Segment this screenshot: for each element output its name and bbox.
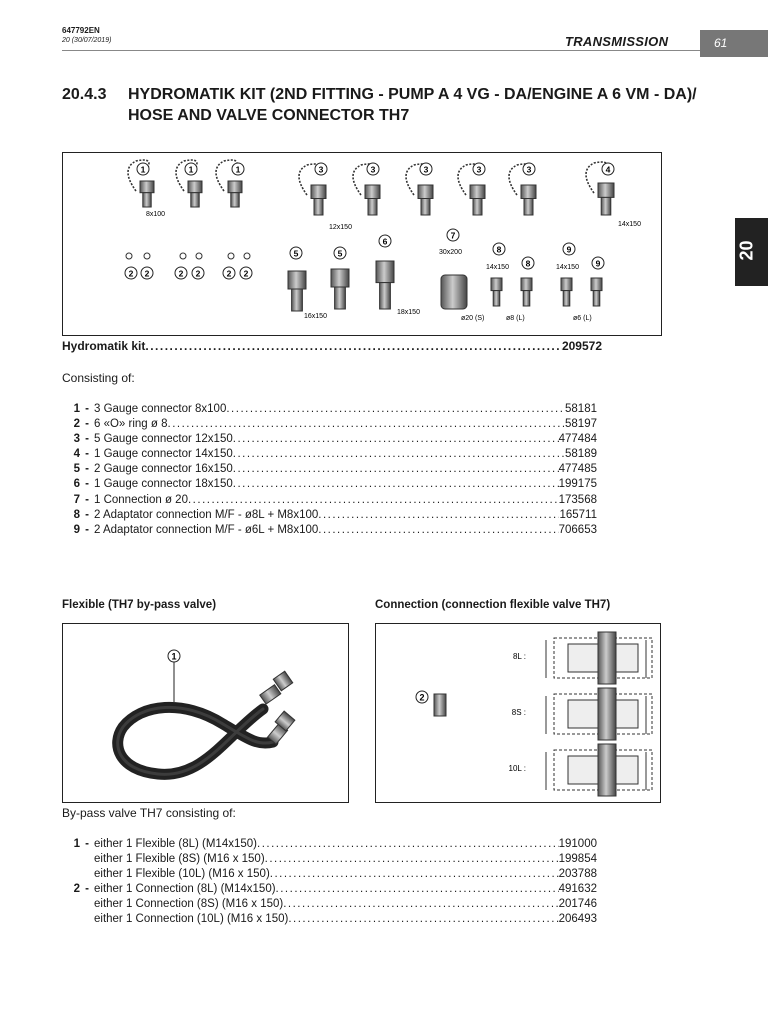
item-dash: - (85, 478, 89, 491)
leader-dots (145, 339, 562, 353)
item-code: 58197 (565, 418, 597, 431)
item-code: 191000 (558, 838, 597, 850)
item-description: either 1 Flexible (8S) (M16 x 150) (94, 853, 265, 866)
callout-number: 8 (496, 244, 502, 255)
size-label: 30x200 (439, 249, 462, 256)
callout-number: 3 (526, 164, 532, 175)
list-item (62, 418, 597, 433)
document-code: 647792EN (62, 26, 100, 35)
callout-number: 2 (144, 268, 150, 279)
callout-number: 3 (370, 164, 376, 175)
item-description: 2 Adaptator connection M/F - ø8L + M8x100 (94, 508, 319, 521)
item-code: 58189 (565, 448, 597, 461)
item-code: 173568 (558, 493, 597, 506)
item-code: 165711 (559, 508, 597, 521)
callout-number: 7 (450, 230, 456, 241)
item-number: 2 (73, 418, 80, 431)
gauge-connector (376, 261, 394, 309)
leader-dots (168, 418, 566, 430)
callout-number: 2 (128, 268, 134, 279)
gauge-connector (591, 278, 602, 306)
item-code: 206493 (558, 913, 597, 926)
hose-fitting-bottom (268, 711, 295, 744)
item-description: 6 «O» ring ø 8 (94, 418, 168, 431)
size-label: ø6 (L) (573, 315, 592, 322)
item-code: 203788 (558, 868, 597, 881)
leader-dots (318, 524, 558, 536)
leader-dots (270, 868, 559, 880)
leader-dots (233, 463, 559, 475)
list-item (62, 478, 597, 493)
item-number: 6 (73, 478, 80, 491)
list-item (62, 463, 597, 478)
section-title-text: HYDROMATIK KIT (2ND FITTING - PUMP A 4 VG - DA/ENGINE A 6 VM - DA)/ HOSE AND VALVE CONNECTOR TH7 (128, 86, 697, 124)
section-name: TRANSMISSION (565, 34, 669, 49)
leader-dots (233, 433, 559, 445)
connection-ø20 (441, 275, 467, 309)
callout-number: 2 (226, 268, 232, 279)
size-label: 14x150 (618, 221, 641, 228)
callout-text: 1 (171, 651, 177, 662)
bypass-intro: By-pass valve TH7 consisting of: (62, 806, 236, 820)
gauge-connector (288, 271, 306, 311)
list-item (62, 883, 597, 898)
section-row-label: 8S : (511, 708, 526, 717)
gauge-connector (521, 278, 532, 306)
o-ring (126, 253, 132, 259)
hose (118, 707, 273, 774)
o-ring (144, 253, 150, 259)
size-label: 8x100 (146, 211, 166, 218)
size-label: ø20 (S) (461, 315, 485, 322)
item-number: 1 (73, 403, 80, 415)
callout-number: 1 (188, 164, 194, 175)
item-description: 1 Connection ø 20 (94, 493, 188, 506)
item-description: either 1 Connection (8L) (M14x150) (94, 883, 276, 896)
chapter-tab (735, 218, 768, 286)
hose-fitting-top (260, 671, 293, 704)
list-item (62, 868, 597, 883)
item-code: 201746 (558, 898, 597, 911)
item-code: 199854 (558, 853, 597, 866)
callout-number: 6 (382, 236, 388, 247)
callout-number: 5 (337, 248, 343, 259)
list-item (62, 524, 597, 539)
callout-number: 1 (235, 164, 241, 175)
size-label: 14x150 (556, 264, 579, 271)
gauge-connector (491, 278, 502, 306)
item-number: 8 (73, 508, 80, 521)
item-description: 2 Adaptator connection M/F - ø6L + M8x100 (94, 523, 319, 536)
size-label: ø8 (L) (506, 315, 525, 322)
chapter-tab-number: 20 (736, 240, 757, 261)
list-item (62, 403, 597, 418)
item-dash: - (85, 418, 89, 431)
item-number: 1 (73, 838, 80, 850)
kit-label: Hydromatik kit (62, 339, 146, 353)
callout-number: 2 (195, 268, 201, 279)
callout-text: 2 (419, 692, 425, 703)
leader-dots (283, 898, 558, 910)
item-dash: - (85, 838, 89, 850)
size-label: 16x150 (304, 313, 327, 320)
item-dash: - (85, 883, 89, 896)
list-item (62, 433, 597, 448)
section-row (509, 744, 653, 796)
callout-number: 3 (423, 164, 429, 175)
item-description: 2 Gauge connector 16x150 (94, 463, 233, 476)
leader-dots (318, 509, 559, 521)
leader-dots (265, 853, 559, 865)
callout-number: 5 (293, 248, 299, 259)
item-description: 1 Gauge connector 18x150 (94, 478, 233, 491)
callout-number: 3 (476, 164, 482, 175)
gauge-connector (561, 278, 572, 306)
leader-dots (226, 403, 565, 415)
item-code: 199175 (558, 478, 597, 491)
leader-dots (233, 478, 559, 490)
item-dash: - (85, 448, 89, 461)
o-ring (180, 253, 186, 259)
section-row-label: 10L : (508, 764, 526, 773)
fittings-illustration (126, 160, 614, 311)
item-number: 4 (73, 448, 80, 461)
header-rule (62, 50, 712, 51)
list-item (62, 838, 597, 853)
list-item (62, 913, 597, 928)
item-description: 5 Gauge connector 12x150 (94, 433, 233, 446)
hose-drawing (63, 624, 348, 802)
kit-parts-drawing (63, 153, 661, 335)
list-item (62, 898, 597, 913)
consisting-of-label: Consisting of: (62, 371, 135, 385)
section-row (513, 632, 652, 684)
item-dash: - (85, 508, 89, 521)
o-ring (228, 253, 234, 259)
item-number: 3 (73, 433, 80, 446)
connection-figure (375, 623, 661, 803)
item-dash: - (85, 403, 89, 415)
kit-parts-figure (62, 152, 662, 336)
size-label: 14x150 (486, 264, 509, 271)
callout-number: 9 (566, 244, 572, 255)
item-description: either 1 Flexible (10L) (M16 x 150) (94, 868, 270, 881)
item-description: 1 Gauge connector 14x150 (94, 448, 233, 461)
document-date: 20 (30/07/2019) (62, 37, 112, 44)
item-code: 491632 (558, 883, 597, 896)
item-number: 2 (73, 883, 80, 896)
callout-number: 3 (318, 164, 324, 175)
item-dash: - (85, 523, 89, 536)
kit-line (62, 339, 602, 353)
item-number: 5 (73, 463, 80, 476)
item-number: 9 (73, 523, 80, 536)
item-code: 706653 (558, 523, 597, 536)
item-description: either 1 Connection (8S) (M16 x 150) (94, 898, 284, 911)
flexible-heading: Flexible (TH7 by-pass valve) (62, 599, 217, 611)
list-item (62, 494, 597, 509)
item-dash: - (85, 493, 89, 506)
item-dash: - (85, 433, 89, 446)
bypass-parts-list (62, 838, 597, 929)
size-label: 12x150 (329, 224, 352, 231)
list-item (62, 509, 597, 524)
item-code: 477485 (558, 463, 597, 476)
section-row (512, 688, 652, 740)
section-rows (509, 632, 653, 796)
gauge-connector (331, 269, 349, 309)
callout-number: 4 (605, 164, 611, 175)
section-row-label: 8L : (512, 652, 526, 661)
callout-number: 1 (140, 164, 146, 175)
o-ring (196, 253, 202, 259)
item-number: 7 (73, 493, 80, 506)
page-number: 61 (700, 30, 768, 57)
item-description: 3 Gauge connector 8x100 (94, 403, 227, 415)
callout-number: 9 (595, 258, 601, 269)
leader-dots (276, 883, 559, 895)
parts-list (62, 403, 597, 539)
callout-number: 2 (178, 268, 184, 279)
item-description: either 1 Connection (10L) (M16 x 150) (94, 913, 289, 926)
item-dash: - (85, 463, 89, 476)
oring-part (416, 691, 446, 716)
kit-code: 209572 (561, 339, 602, 353)
leader-dots (233, 448, 565, 460)
leader-dots (288, 913, 558, 925)
list-item (62, 448, 597, 463)
leader-dots (257, 838, 559, 850)
connection-drawing (376, 624, 660, 802)
flexible-hose-figure (62, 623, 349, 803)
callout-number: 2 (243, 268, 249, 279)
item-description: either 1 Flexible (8L) (M14x150) (94, 838, 257, 850)
section-number: 20.4.3 (62, 86, 107, 103)
callout-number: 8 (525, 258, 531, 269)
fig1-callouts (125, 163, 614, 279)
connection-heading: Connection (connection flexible valve TH7) (375, 599, 611, 611)
o-ring (244, 253, 250, 259)
size-label: 18x150 (397, 309, 420, 316)
item-code: 58181 (565, 403, 597, 415)
list-item (62, 853, 597, 868)
leader-dots (188, 494, 559, 506)
item-code: 477484 (558, 433, 597, 446)
